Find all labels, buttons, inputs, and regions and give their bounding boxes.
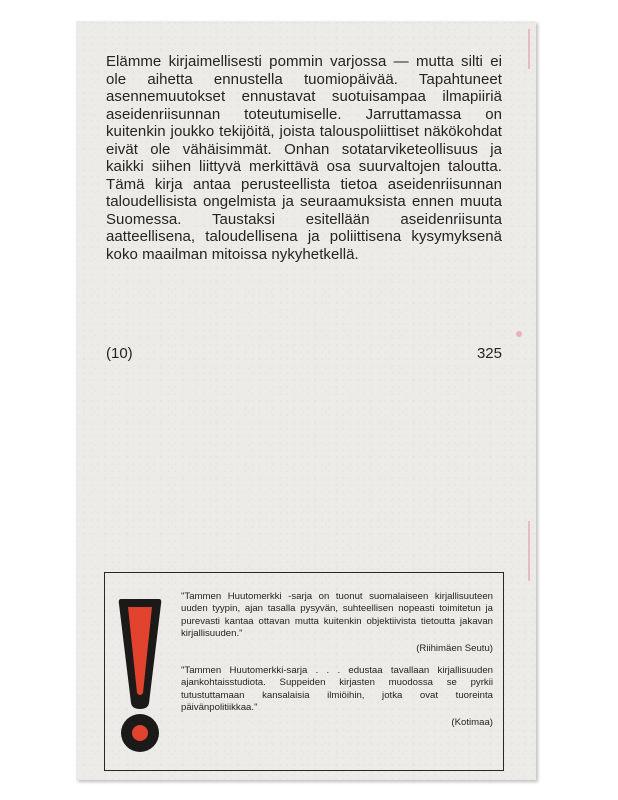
catalog-number: 325: [476, 345, 502, 362]
series-number: (10): [106, 345, 133, 362]
quote-list: [181, 591, 493, 729]
press-quotes-box: [104, 572, 504, 771]
press-quote: "Tammen Huutomerkki-sarja . . . edustaa tavallaan kirjallisuuden ajankohtaisstudiota. Suppeiden kirjasten muodossa se pyrkii tutustuttamaan kansalaisia ilmiöihin, jotka ovat tuoreinta päivänpolitiikkaa.": [181, 665, 493, 714]
quote-source: (Kotimaa): [451, 716, 493, 728]
press-quote: "Tammen Huutomerkki -sarja on tuonut suomalaiseen kirjallisuuteen uuden tyypin, ajan tasalla pysyvän, suhteellisen nopeasti toimitetun ja purevasti kantaa ottavan mutta kuitenkin objektiivista tietoutta jakavan kirjallisuuden.": [181, 591, 493, 640]
book-back-cover: [76, 21, 536, 780]
quote-source: (Riihimäen Seutu): [416, 642, 493, 654]
edge-stain: [528, 521, 530, 581]
book-description: Elämme kirjaimellisesti pommin varjossa — mutta silti ei ole aihetta ennustella tuomiopäivää. Tapahtuneet asennemuutokset ennustavat suotuisampaa ilmapiiriä aseidenriisunnan toteutumiselle. Jarruttamassa on kuitenkin joukko tekijöitä, joista talouspoliittiset näkökohdat eivät ole vähäisimmät. Onhan sotatarviketeollisuus ja kaikki siihen liittyvä merkittävä osa suurvaltojen taloutta. Tämä kirja antaa perusteellista tietoa aseidenriisunnan taloudellisista ongelmista ja seuraamuksista ennen muuta Suomessa. Taustaksi esitellään aseidenriisunta aatteellisena, taloudellisena ja poliittisena kysymyksenä koko maailman mitoissa nykyhetkellä.: [106, 53, 502, 263]
exclamation-mark-icon: [115, 595, 165, 755]
stain-dot: [516, 331, 522, 337]
edge-stain: [528, 29, 530, 69]
